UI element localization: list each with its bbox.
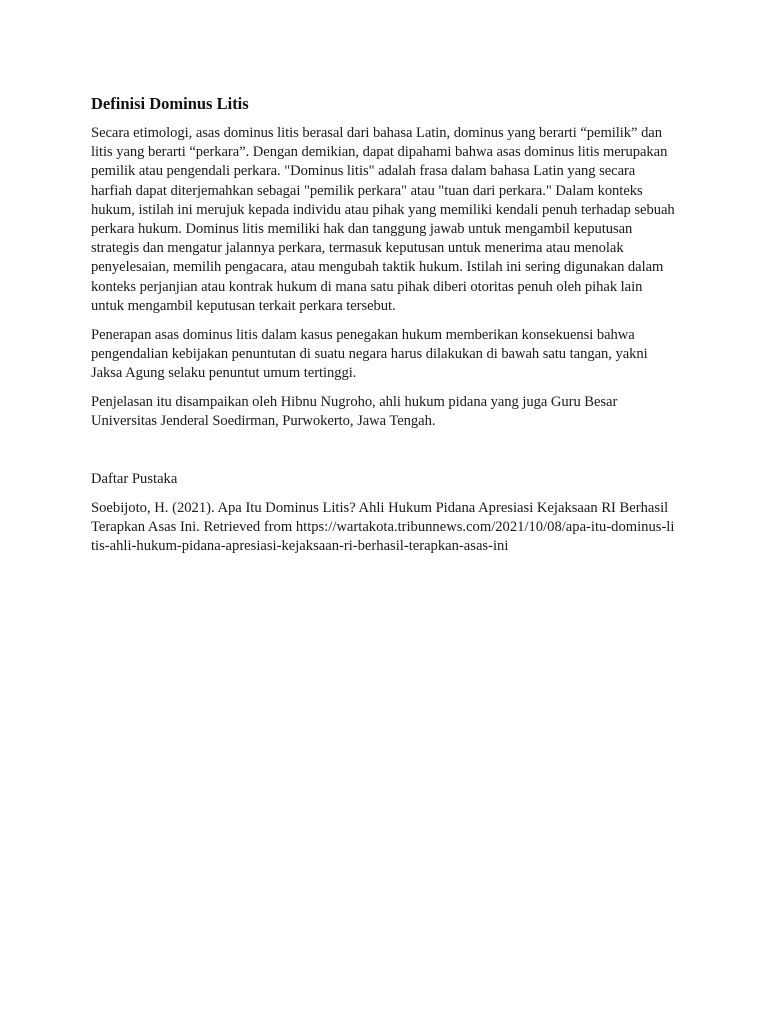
references-heading: Daftar Pustaka	[91, 470, 178, 487]
paragraph-application: Penerapan asas dominus litis dalam kasus penegakan hukum memberikan konsekuensi bahwa pengendalian kebijakan penuntutan di suatu negara harus dilakukan di bawah satu tangan, yakni Jaksa Agung selaku penuntut umum tertinggi.	[91, 326, 648, 381]
document-page	[91, 93, 677, 556]
paragraph-etymology: Secara etimologi, asas dominus litis berasal dari bahasa Latin, dominus yang berarti “pemilik” dan litis yang berarti “perkara”. Dengan demikian, dapat dipahami bahwa asas dominus litis merupakan pemilik atau pengendali perkara. "Dominus litis" adalah frasa dalam bahasa Latin yang secara harfiah dapat diterjemahkan sebagai "pemilik perkara" atau "tuan dari perkara." Dalam konteks hukum, istilah ini merujuk kepada individu atau pihak yang memiliki kendali penuh terhadap sebuah perkara hukum. Dominus litis memiliki hak dan tanggung jawab untuk mengambil keputusan strategis dan mengatur jalannya perkara, termasuk keputusan untuk menerima atau menolak penyelesaian, memilih pengacara, atau mengubah taktik hukum. Istilah ini sering digunakan dalam konteks perjanjian atau kontrak hukum di mana satu pihak diberi otoritas penuh oleh pihak lain untuk mengambil keputusan terkait perkara tersebut.	[91, 125, 675, 314]
paragraph-explanation: Penjelasan itu disampaikan oleh Hibnu Nugroho, ahli hukum pidana yang juga Guru Besar Universitas Jenderal Soedirman, Purwokerto, Jawa Tengah.	[91, 393, 618, 429]
reference-entry: Soebijoto, H. (2021). Apa Itu Dominus Litis? Ahli Hukum Pidana Apresiasi Kejaksaan RI Berhasil Terapkan Asas Ini. Retrieved from https://wartakota.tribunnews.com/2021/10/08/apa-itu-dominus-litis-ahli-hukum-pidana-apresiasi-kejaksaan-ri-berhasil-terapkan-asas-ini	[91, 499, 675, 555]
document-title: Definisi Dominus Litis	[91, 94, 249, 113]
section-spacer	[91, 441, 677, 470]
